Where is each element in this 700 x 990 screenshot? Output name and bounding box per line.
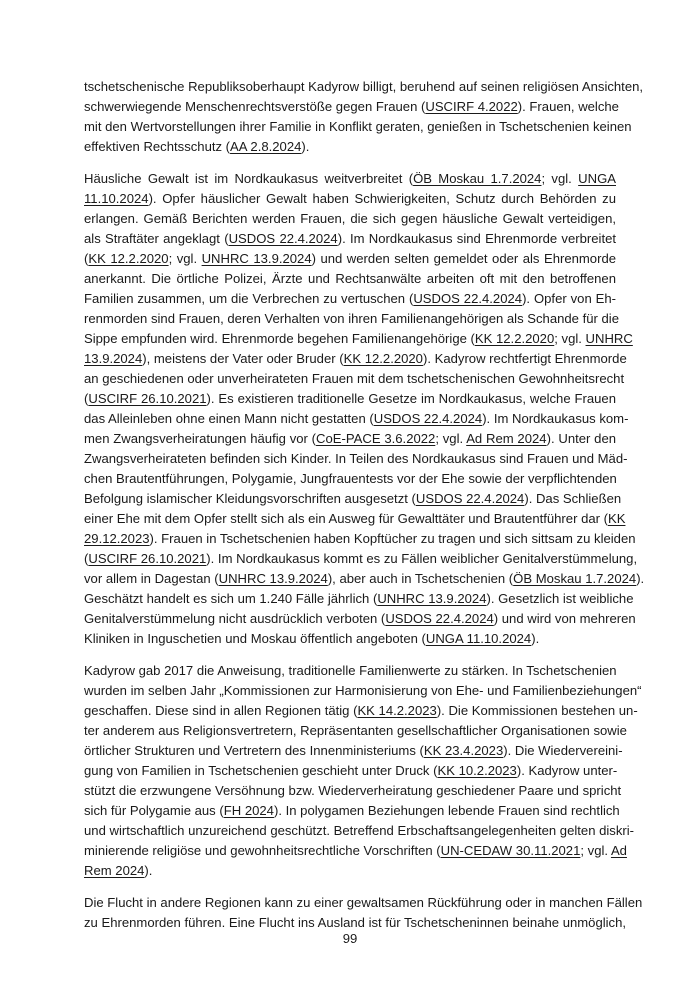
- source-citation-link[interactable]: UNGA 11.10.2024: [425, 631, 532, 646]
- source-citation-link[interactable]: USDOS 22.4.2024: [385, 611, 494, 626]
- source-citation-link[interactable]: KK 12.2.2020: [474, 331, 555, 346]
- text-line: 29.12.2023). Frauen in Tschetschenien haben Kopftücher zu tragen und sich sittsam zu kleiden: [84, 531, 636, 546]
- source-citation-link[interactable]: Rem 2024: [84, 863, 145, 878]
- source-citation-link[interactable]: UNHRC: [585, 331, 633, 346]
- text-line: Zwangsverheirateten befinden sich Kinder. In Teilen des Nordkaukasus sind Frauen und Mäd-: [84, 451, 628, 466]
- source-citation-link[interactable]: 11.10.2024: [84, 191, 149, 206]
- text-line: geschaffen. Diese sind in allen Regionen tätig (KK 14.2.2023). Die Kommissionen bestehen un-: [84, 703, 638, 718]
- text-line: 11.10.2024). Opfer häuslicher Gewalt haben Schwierigkeiten, Schutz durch Behörden zu: [84, 191, 616, 206]
- text-line: Häusliche Gewalt ist im Nordkaukasus weitverbreitet (ÖB Moskau 1.7.2024; vgl. UNGA: [84, 171, 616, 186]
- source-citation-link[interactable]: ÖB Moskau 1.7.2024: [513, 571, 637, 586]
- text-line: (USCIRF 26.10.2021). Im Nordkaukasus kommt es zu Fällen weiblicher Genitalverstümmelung,: [84, 551, 638, 566]
- source-citation-link[interactable]: KK: [608, 511, 626, 526]
- source-citation-link[interactable]: CoE-PACE 3.6.2022: [316, 431, 436, 446]
- paragraph-spacing: [84, 881, 616, 893]
- source-citation-link[interactable]: UN-CEDAW 30.11.2021: [440, 843, 581, 858]
- source-citation-link[interactable]: ÖB Moskau 1.7.2024: [413, 171, 542, 186]
- source-citation-link[interactable]: KK 12.2.2020: [343, 351, 423, 366]
- text-line: Genitalverstümmelung nicht ausdrücklich verboten (USDOS 22.4.2024) und wird von mehreren: [84, 611, 636, 626]
- source-citation-link[interactable]: FH 2024: [223, 803, 274, 818]
- text-line: tschetschenische Republiksoberhaupt Kadyrow billigt, beruhend auf seinen religiösen Ansichten,: [84, 79, 644, 94]
- text-line: chen Brautentführungen, Polygamie, Jungfrauentests vor der Ehe sowie der verpflichtenden: [84, 471, 617, 486]
- text-line: minierende religiöse und gewohnheitsrechtliche Vorschriften (UN-CEDAW 30.11.2021; vgl. Ad: [84, 843, 627, 858]
- text-line: örtlicher Strukturen und Vertretern des Innenministeriums (KK 23.4.2023). Die Wiedervereini-: [84, 743, 623, 758]
- text-line: und wirtschaftlich unzureichend geschützt. Betreffend Erbschaftsangelegenheiten gelten diskri-: [84, 823, 635, 838]
- text-line: Familien zusammen, um die Verbrechen zu vertuschen (USDOS 22.4.2024). Opfer von Eh-: [84, 291, 616, 306]
- source-citation-link[interactable]: Ad: [610, 843, 627, 858]
- source-citation-link[interactable]: USCIRF 4.2022: [425, 99, 518, 114]
- text-line: Sippe empfunden wird. Ehrenmorde begehen Familienangehörige (KK 12.2.2020; vgl. UNHRC: [84, 331, 633, 346]
- text-line: (USCIRF 26.10.2021). Es existieren traditionelle Gesetze im Nordkaukasus, welche Frauen: [84, 391, 616, 406]
- source-citation-link[interactable]: UNHRC 13.9.2024: [201, 251, 312, 266]
- paragraph-spacing: [84, 157, 616, 169]
- source-citation-link[interactable]: KK 12.2.2020: [88, 251, 169, 266]
- text-line: Kadyrow gab 2017 die Anweisung, traditionelle Familienwerte zu stärken. In Tschetschenien: [84, 663, 617, 678]
- text-line: einer Ehe mit dem Opfer stellt sich als ein Ausweg für Gewalttäter und Brautentführer dar (KK: [84, 511, 626, 526]
- text-line: mit den Wertvorstellungen ihrer Familie in Konflikt geraten, genießen in Tschetschenien keinen: [84, 119, 632, 134]
- text-line: sich für Polygamie aus (FH 2024). In polygamen Beziehungen lebende Frauen sind rechtlich: [84, 803, 620, 818]
- text-line: men Zwangsverheiratungen häufig vor (CoE-PACE 3.6.2022; vgl. Ad Rem 2024). Unter den: [84, 431, 617, 446]
- text-line: effektiven Rechtsschutz (AA 2.8.2024).: [84, 139, 310, 154]
- text-line: gung von Familien in Tschetschenien geschieht unter Druck (KK 10.2.2023). Kadyrow unter-: [84, 763, 618, 778]
- paragraph-spacing: [84, 649, 616, 661]
- body-text: [84, 77, 645, 933]
- text-line: das Alleinleben ohne einen Mann nicht gestatten (USDOS 22.4.2024). Im Nordkaukasus kom-: [84, 411, 629, 426]
- source-citation-link[interactable]: KK 23.4.2023: [423, 743, 504, 758]
- source-citation-link[interactable]: USDOS 22.4.2024: [228, 231, 338, 246]
- source-citation-link[interactable]: USDOS 22.4.2024: [415, 491, 525, 506]
- source-citation-link[interactable]: UNHRC 13.9.2024: [218, 571, 328, 586]
- text-line: ter anderem aus Religionsvertretern, Repräsentanten gesellschaftlicher Organisationen sowie: [84, 723, 627, 738]
- source-citation-link[interactable]: KK 10.2.2023: [437, 763, 517, 778]
- text-line: als Straftäter angeklagt (USDOS 22.4.2024). Im Nordkaukasus sind Ehrenmorde verbreitet: [84, 231, 617, 246]
- text-line: renmorden sind Frauen, deren Verhalten von ihren Familienangehörigen als Schande für die: [84, 311, 619, 326]
- text-line: schwerwiegende Menschenrechtsverstöße gegen Frauen (USCIRF 4.2022). Frauen, welche: [84, 99, 619, 114]
- source-citation-link[interactable]: USDOS 22.4.2024: [413, 291, 523, 306]
- text-line: erlangen. Gemäß Berichten werden Frauen, die sich gegen häusliche Gewalt verteidigen,: [84, 211, 616, 226]
- paragraph: [84, 893, 643, 933]
- source-citation-link[interactable]: UNHRC 13.9.2024: [377, 591, 487, 606]
- source-citation-link[interactable]: 29.12.2023: [84, 531, 150, 546]
- source-citation-link[interactable]: UNGA: [578, 171, 616, 186]
- text-line: anerkannt. Die örtliche Polizei, Ärzte und Rechtsanwälte arbeiten oft mit den betroffenen: [84, 271, 616, 286]
- paragraph: [84, 77, 644, 157]
- source-citation-link[interactable]: KK 14.2.2023: [357, 703, 437, 718]
- text-line: an geschiedenen oder unverheirateten Frauen mit dem tschetschenischen Gewohnheitsrecht: [84, 371, 625, 386]
- text-line: Befolgung islamischer Kleidungsvorschriften ausgesetzt (USDOS 22.4.2024). Das Schließen: [84, 491, 622, 506]
- page-number: 99: [342, 931, 358, 946]
- text-line: Kliniken in Inguschetien und Moskau öffentlich angeboten (UNGA 11.10.2024).: [84, 631, 540, 646]
- source-citation-link[interactable]: Ad Rem 2024: [466, 431, 547, 446]
- source-citation-link[interactable]: USCIRF 26.10.2021: [88, 551, 207, 566]
- source-citation-link[interactable]: AA 2.8.2024: [230, 139, 302, 154]
- text-line: Rem 2024).: [84, 863, 153, 878]
- source-citation-link[interactable]: USCIRF 26.10.2021: [88, 391, 207, 406]
- text-line: wurden im selben Jahr „Kommissionen zur Harmonisierung von Ehe- und Familienbeziehungen“: [84, 683, 642, 698]
- paragraph: [84, 169, 645, 649]
- text-line: zu Ehrenmorden führen. Eine Flucht ins Ausland ist für Tschetscheninnen beinahe unmöglich,: [84, 915, 627, 930]
- source-citation-link[interactable]: USDOS 22.4.2024: [373, 411, 483, 426]
- paragraph: [84, 661, 642, 881]
- text-line: vor allem in Dagestan (UNHRC 13.9.2024), aber auch in Tschetschenien (ÖB Moskau 1.7.2024).: [84, 571, 645, 586]
- text-line: Die Flucht in andere Regionen kann zu einer gewaltsamen Rückführung oder in manchen Fällen: [84, 895, 643, 910]
- text-line: Geschätzt handelt es sich um 1.240 Fälle jährlich (UNHRC 13.9.2024). Gesetzlich ist weibliche: [84, 591, 634, 606]
- text-line: stützt die erzwungene Versöhnung bzw. Wiederverheiratung geschiedener Paare und spricht: [84, 783, 622, 798]
- text-line: 13.9.2024), meistens der Vater oder Bruder (KK 12.2.2020). Kadyrow rechtfertigt Ehrenmorde: [84, 351, 627, 366]
- source-citation-link[interactable]: 13.9.2024: [84, 351, 143, 366]
- text-line: (KK 12.2.2020; vgl. UNHRC 13.9.2024) und werden selten gemeldet oder als Ehrenmorde: [84, 251, 617, 266]
